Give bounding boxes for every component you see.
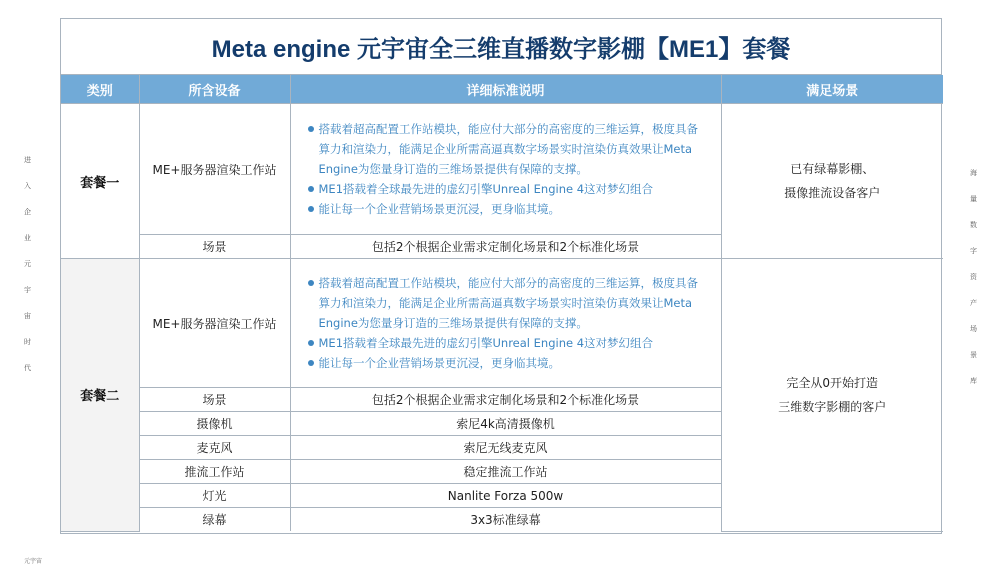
slogan-char: 景 xyxy=(970,351,977,359)
scene-line: 摄像推流设备客户 xyxy=(784,186,881,200)
detail-bullet: ME1搭载着全球最先进的虚幻引擎Unreal Engine 4这对梦幻组合 xyxy=(319,333,709,353)
detail-text: 稳定推流工作站 xyxy=(290,460,721,484)
detail-text: 3x3标准绿幕 xyxy=(290,508,721,532)
table-row xyxy=(61,104,943,235)
equipment-item: 推流工作站 xyxy=(139,460,290,484)
right-vertical-slogan xyxy=(970,170,977,404)
scene-line: 完全从0开始打造 xyxy=(786,375,879,390)
slogan-char: 产 xyxy=(970,299,977,307)
equipment-item: 灯光 xyxy=(139,484,290,508)
slogan-char: 业 xyxy=(24,234,31,242)
detail-bullet: 搭载着超高配置工作站模块，能应付大部分的高密度的三维运算，极度具备算力和渲染力，能满足企业所需高逼真数字场景实时渲染仿真效果让Meta Engine为您量身订造的三维场景提供有保障的支撑。 xyxy=(319,119,709,179)
slogan-char: 字 xyxy=(970,247,977,255)
slogan-char: 宇 xyxy=(24,286,31,294)
header-scene: 满足场景 xyxy=(721,75,943,104)
header-detail: 详细标准说明 xyxy=(290,75,721,104)
equipment-item: 绿幕 xyxy=(139,508,290,532)
slogan-char: 时 xyxy=(24,338,31,346)
scene-line: 三维数字影棚的客户 xyxy=(778,399,887,414)
footer-tiny-text: 元宇宙 xyxy=(24,558,43,565)
table-row xyxy=(61,259,943,388)
scene-cell xyxy=(721,104,943,259)
package-table xyxy=(61,75,943,532)
detail-text: 包括2个根据企业需求定制化场景和2个标准化场景 xyxy=(290,235,721,259)
equipment-item: 摄像机 xyxy=(139,412,290,436)
slogan-char: 资 xyxy=(970,273,977,281)
detail-text: 索尼无线麦克风 xyxy=(290,436,721,460)
equipment-item: 场景 xyxy=(139,235,290,259)
header-category: 类别 xyxy=(61,75,139,104)
detail-cell xyxy=(290,259,721,388)
slogan-char: 海 xyxy=(970,169,977,177)
detail-bullet: 搭载着超高配置工作站模块，能应付大部分的高密度的三维运算，极度具备算力和渲染力，能满足企业所需高逼真数字场景实时渲染仿真效果让Meta Engine为您量身订造的三维场景提供有保障的支撑。 xyxy=(319,273,709,333)
detail-bullet: ME1搭载着全球最先进的虚幻引擎Unreal Engine 4这对梦幻组合 xyxy=(319,179,709,199)
package-name: 套餐二 xyxy=(61,259,139,532)
slogan-char: 场 xyxy=(970,325,977,333)
detail-text: 包括2个根据企业需求定制化场景和2个标准化场景 xyxy=(290,388,721,412)
package-sheet xyxy=(60,18,942,534)
equipment-item: ME+服务器渲染工作站 xyxy=(139,104,290,235)
equipment-item: ME+服务器渲染工作站 xyxy=(139,259,290,388)
left-vertical-slogan xyxy=(24,157,31,391)
detail-bullet-list xyxy=(319,273,709,373)
scene-cell xyxy=(721,259,943,532)
page-title: Meta engine 元宇宙全三维直播数字影棚【ME1】套餐 xyxy=(61,19,941,75)
header-equipment: 所含设备 xyxy=(139,75,290,104)
slogan-char: 代 xyxy=(24,364,31,372)
detail-bullet: 能让每一个企业营销场景更沉浸，更身临其境。 xyxy=(319,353,709,373)
scene-line: 已有绿幕影棚、 xyxy=(790,162,875,176)
slogan-char: 企 xyxy=(24,208,31,216)
slogan-char: 量 xyxy=(970,195,977,203)
detail-bullet: 能让每一个企业营销场景更沉浸，更身临其境。 xyxy=(319,199,709,219)
detail-text: Nanlite Forza 500w xyxy=(290,484,721,508)
slogan-char: 库 xyxy=(970,377,977,385)
slogan-char: 入 xyxy=(24,182,31,190)
package-name: 套餐一 xyxy=(61,104,139,259)
slogan-char: 元 xyxy=(24,260,31,268)
detail-cell xyxy=(290,104,721,235)
equipment-item: 麦克风 xyxy=(139,436,290,460)
table-header-row xyxy=(61,75,943,104)
detail-bullet-list xyxy=(319,119,709,219)
slogan-char: 数 xyxy=(970,221,977,229)
equipment-item: 场景 xyxy=(139,388,290,412)
slogan-char: 宙 xyxy=(24,312,31,320)
slogan-char: 进 xyxy=(24,156,31,164)
detail-text: 索尼4k高清摄像机 xyxy=(290,412,721,436)
